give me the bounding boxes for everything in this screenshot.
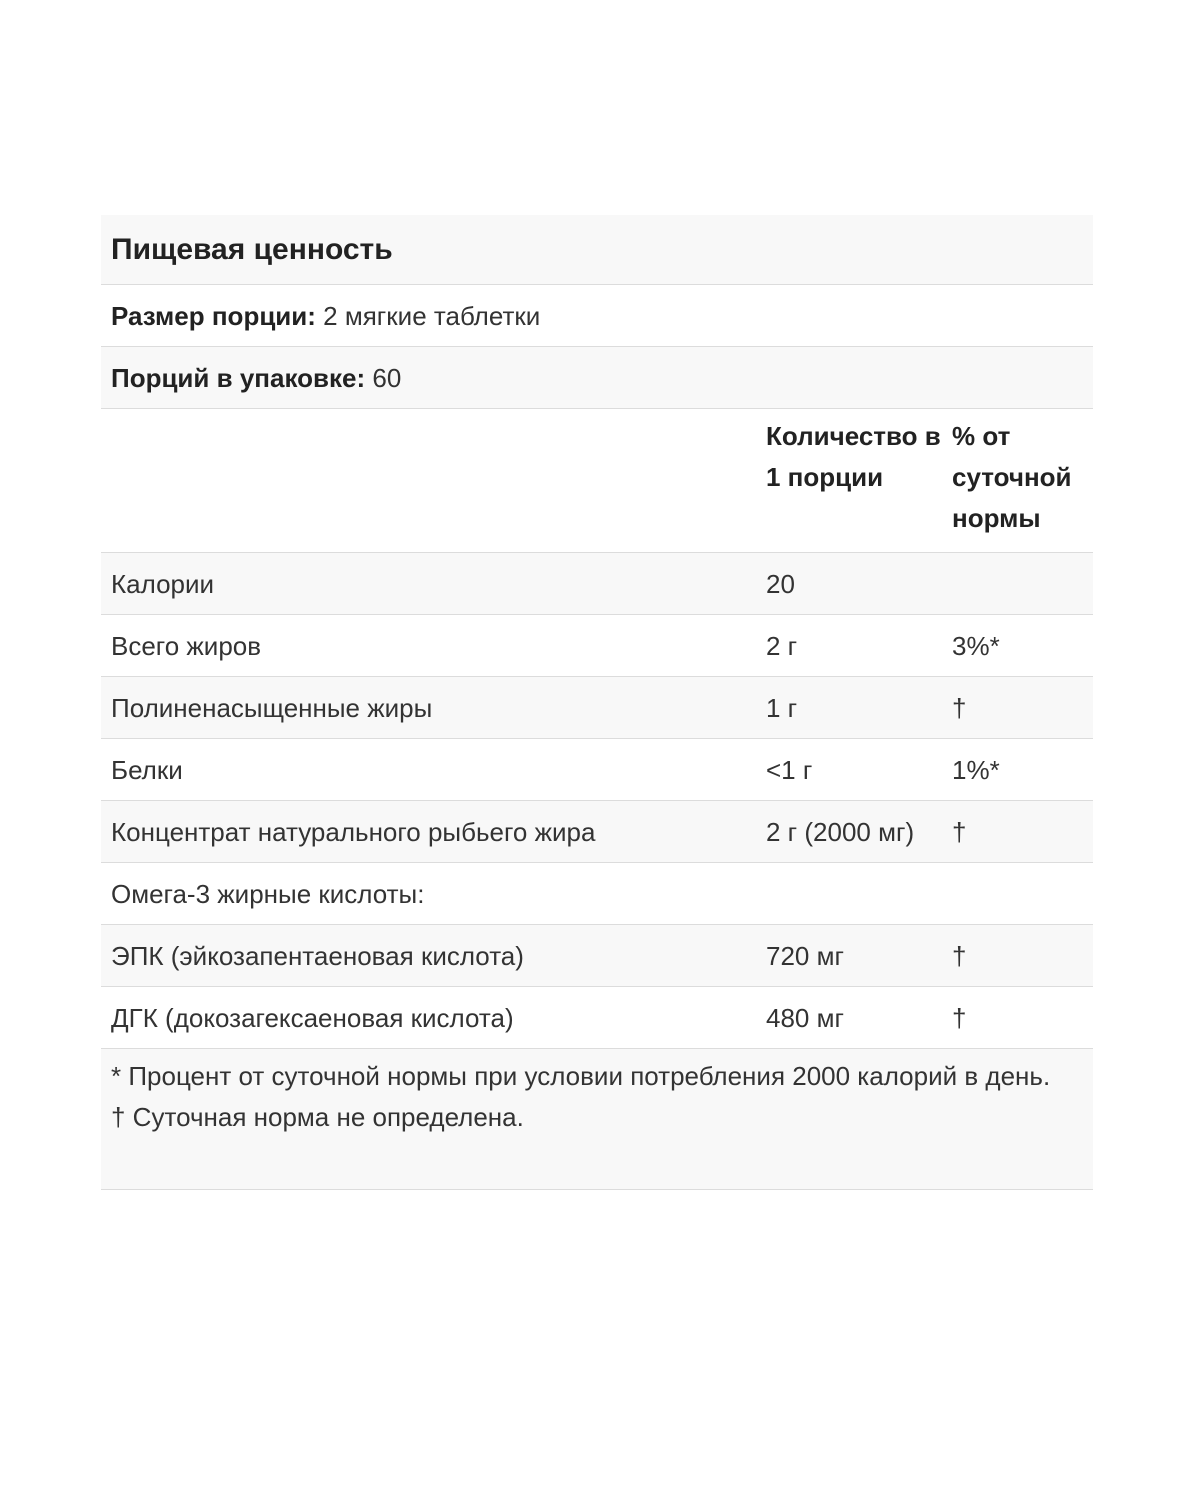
table-row (101, 863, 1093, 925)
nutrient-amount: 720 мг (766, 941, 844, 971)
table-row (101, 987, 1093, 1049)
table-row (101, 925, 1093, 987)
nutrient-daily-value: † (952, 1003, 967, 1033)
footnotes (101, 1049, 1093, 1190)
table-row (101, 739, 1093, 801)
table-title: Пищевая ценность (111, 233, 393, 266)
nutrient-amount: 1 г (766, 693, 798, 723)
servings-per-container-row (101, 347, 1093, 409)
table-row (101, 615, 1093, 677)
table-row (101, 677, 1093, 739)
nutrient-name: ЭПК (эйкозапентаеновая кислота) (111, 941, 524, 971)
nutrient-daily-value: † (952, 693, 967, 723)
servings-per-container-value: 60 (372, 363, 402, 393)
nutrient-daily-value: 3%* (952, 631, 1000, 661)
nutrient-name: ДГК (докозагексаеновая кислота) (111, 1003, 514, 1033)
nutrient-amount: 2 г (766, 631, 798, 661)
table-row (101, 801, 1093, 863)
column-header-amount: Количество в 1 порции (766, 421, 941, 492)
nutrient-amount: <1 г (766, 755, 813, 785)
serving-size-row (101, 285, 1093, 347)
servings-per-container-label: Порций в упаковке: (111, 363, 366, 393)
nutrient-daily-value: † (952, 817, 967, 847)
nutrient-amount: 480 мг (766, 1003, 844, 1033)
footnote-daily-value: * Процент от суточной нормы при условии потребления 2000 калорий в день. (111, 1061, 1051, 1091)
table-row (101, 553, 1093, 615)
nutrient-name: Калории (111, 569, 215, 599)
nutrient-name: Всего жиров (111, 631, 262, 661)
nutrient-name: Омега-3 жирные кислоты: (111, 879, 425, 909)
nutrition-facts-table (101, 215, 1093, 1190)
serving-size-label: Размер порции: (111, 301, 316, 331)
nutrient-name: Концентрат натурального рыбьего жира (111, 817, 596, 847)
nutrient-daily-value: † (952, 941, 967, 971)
column-header-daily-value: % от суточной нормы (952, 421, 1072, 533)
nutrient-daily-value: 1%* (952, 755, 1000, 785)
table-title-row (101, 215, 1093, 285)
nutrient-amount: 2 г (2000 мг) (766, 817, 915, 847)
nutrient-rows (101, 553, 1093, 1049)
nutrient-name: Белки (111, 755, 183, 785)
nutrient-amount: 20 (766, 569, 795, 599)
nutrient-name: Полиненасыщенные жиры (111, 693, 433, 723)
footnote-not-established: † Суточная норма не определена. (111, 1102, 524, 1132)
column-header-row (101, 409, 1093, 553)
serving-size-value: 2 мягкие таблетки (323, 301, 541, 331)
